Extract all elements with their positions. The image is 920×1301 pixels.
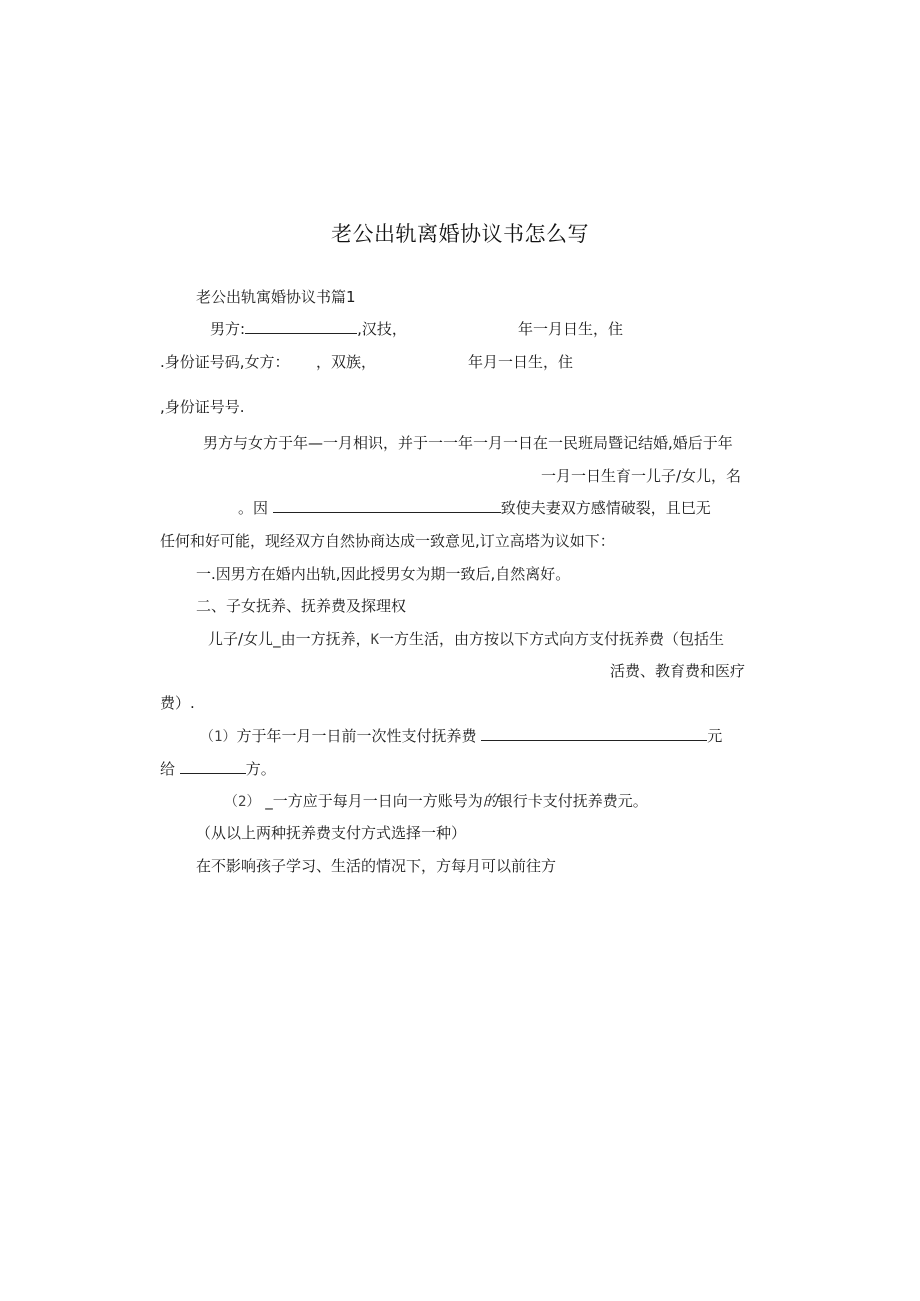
option-1-text: 方于年一月一日前一次性支付抚养费 [236, 727, 477, 745]
male-label: 男方: [210, 320, 246, 338]
option-2-line [224, 791, 648, 812]
female-ethnic: ，双族， [316, 353, 377, 371]
male-birth: 年一月日生，住 [518, 320, 624, 338]
cause-blank [273, 498, 501, 513]
custody-line-1 [208, 629, 724, 650]
intro-line-1: 男方与女方于年—一月相识，并于一一年一月一日在一民班局暨记结婚,婚后于年 [203, 434, 733, 452]
male-ethnic: ,汉技， [357, 320, 407, 338]
intro-line-4: 任何和好可能，现经双方自然协商达成一致意见,订立高塔为议如下： [160, 532, 615, 550]
lump-sum-blank [481, 726, 707, 741]
custody-payment: 一方生活，由方按以下方式向方支付抚养费（包括生 [379, 630, 725, 648]
option-2-text2: 银行卡支付抚养费元。 [497, 792, 648, 810]
intro-cause-label: 。因 [238, 499, 269, 517]
recipient-blank [180, 759, 246, 774]
custody-line-3: 费）. [160, 694, 195, 712]
option-1-recipient-line [160, 759, 276, 779]
id-number-line: ,身份证号号. [160, 398, 245, 416]
intro-line-2: 一月一日生育一儿子/女儿，名 [541, 467, 742, 485]
female-party-line: .身份证号码,女方： [160, 353, 290, 371]
male-name-blank [245, 319, 357, 334]
female-birth: 年月一日生，住 [468, 353, 574, 371]
intro-breakdown: 致使夫妻双方感情破裂，且巳无 [500, 499, 711, 517]
clause-2-heading: 二、子女抚养、抚养费及探理权 [196, 597, 407, 615]
document-title: 老公出轨离婚协议书怎么写 [331, 222, 589, 246]
child-label: 儿子/女儿 [208, 630, 274, 648]
option-1-number: （1） [200, 729, 237, 745]
male-party-line [210, 319, 407, 339]
give-label: 给 [160, 760, 176, 778]
custody-raiser: _由一方抚养， [273, 630, 371, 648]
option-2-de: 的 [482, 792, 498, 810]
clause-1: 一.因男方在婚内出轨,因此授男女为期一致后,自然离好。 [196, 565, 571, 583]
custody-k-mark: K [370, 632, 380, 648]
payment-choice-note: （从以上两种抚养费支付方式选择一种） [196, 824, 467, 842]
option-2-number: （2） [224, 794, 261, 810]
section-heading: 老公出轨寓婚协议书篇1 [196, 288, 356, 306]
recipient-suffix: 方。 [245, 760, 276, 778]
custody-line-2: 活费、教育费和医疗 [610, 662, 746, 680]
option-1-line [200, 726, 722, 747]
option-2-text: _一方应于每月一日向一方账号为 [265, 792, 483, 810]
visitation-line: 在不影响孩子学习、生活的情况下，方每月可以前往方 [196, 857, 557, 875]
option-1-yuan: 元 [707, 727, 723, 745]
intro-line-3 [238, 498, 711, 518]
